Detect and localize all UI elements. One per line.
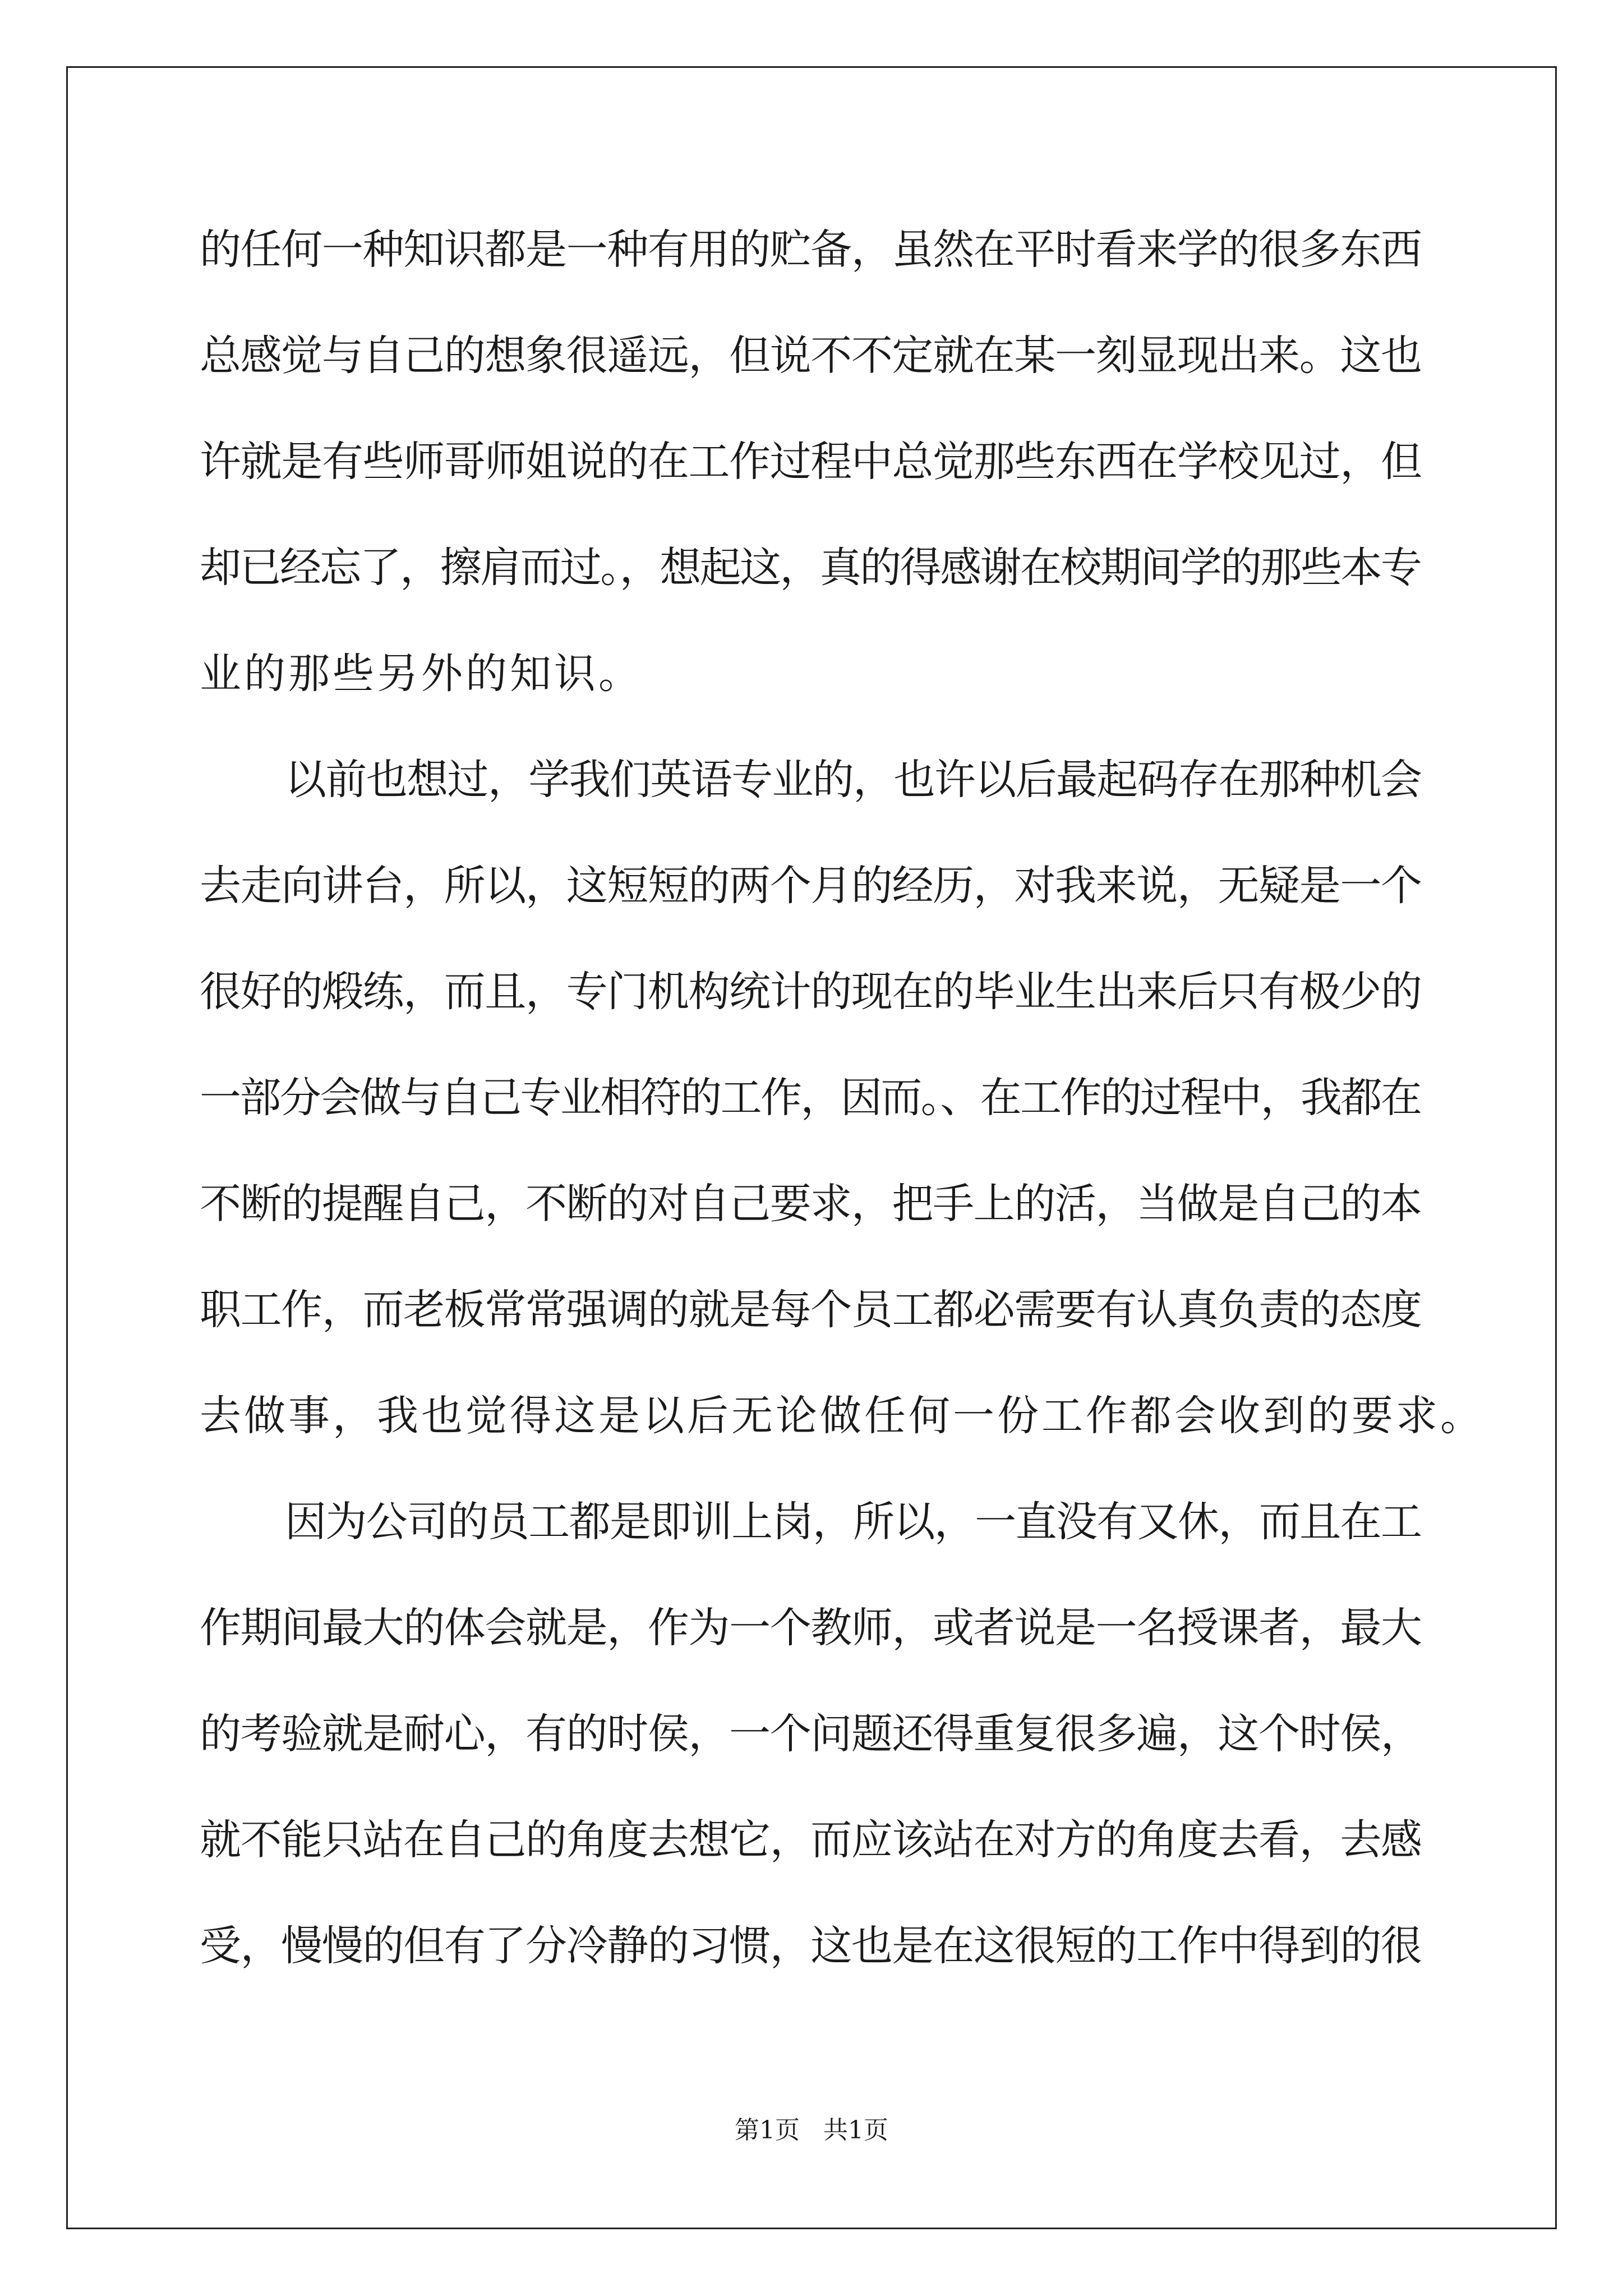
text-line: 许就是有些师哥师姐说的在工作过程中总觉那些东西在学校见过，但: [200, 438, 1422, 486]
text-line: 的任何一种知识都是一种有用的贮备，虽然在平时看来学的很多东西: [200, 226, 1422, 274]
page-footer: [0, 2114, 1623, 2147]
text-line: 去做事，我也觉得这是以后无论做任何一份工作都会收到的要求。: [200, 1392, 1484, 1440]
text-line: 总感觉与自己的想象很遥远，但说不不定就在某一刻显现出来。这也: [200, 332, 1422, 380]
text-line: 受，慢慢的但有了分冷静的习惯，这也是在这很短的工作中得到的很: [200, 1922, 1422, 1970]
page-number: 第1页: [735, 2116, 800, 2145]
text-line: 职工作，而老板常常强调的就是每个员工都必需要有认真负责的态度: [200, 1286, 1422, 1334]
text-line: 的考验就是耐心，有的时侯，一个问题还得重复很多遍，这个时侯，: [200, 1710, 1422, 1758]
text-line: 一部分会做与自己专业相符的工作，因而。、在工作的过程中，我都在: [200, 1074, 1421, 1122]
text-line: 去走向讲台，所以，这短短的两个月的经历，对我来说，无疑是一个: [200, 862, 1422, 910]
page-border: [66, 66, 1557, 2229]
text-line: 却已经忘了，擦肩而过。，想起这，真的得感谢在校期间学的那些本专: [200, 544, 1421, 592]
text-line: 就不能只站在自己的角度去想它，而应该站在对方的角度去看，去感: [200, 1816, 1422, 1864]
text-line: 因为公司的员工都是即训上岗，所以，一直没有又休，而且在工: [285, 1498, 1422, 1546]
text-line: 以前也想过，学我们英语专业的，也许以后最起码存在那种机会: [285, 756, 1422, 804]
text-line: 业的那些另外的知识。: [200, 650, 643, 698]
text-line: 作期间最大的体会就是，作为一个教师，或者说是一名授课者，最大: [200, 1604, 1422, 1652]
text-line: 很好的煅练，而且，专门机构统计的现在的毕业生出来后只有极少的: [200, 968, 1422, 1016]
page-total: 共1页: [823, 2116, 888, 2145]
text-line: 不断的提醒自己，不断的对自己要求，把手上的活，当做是自己的本: [200, 1180, 1422, 1228]
